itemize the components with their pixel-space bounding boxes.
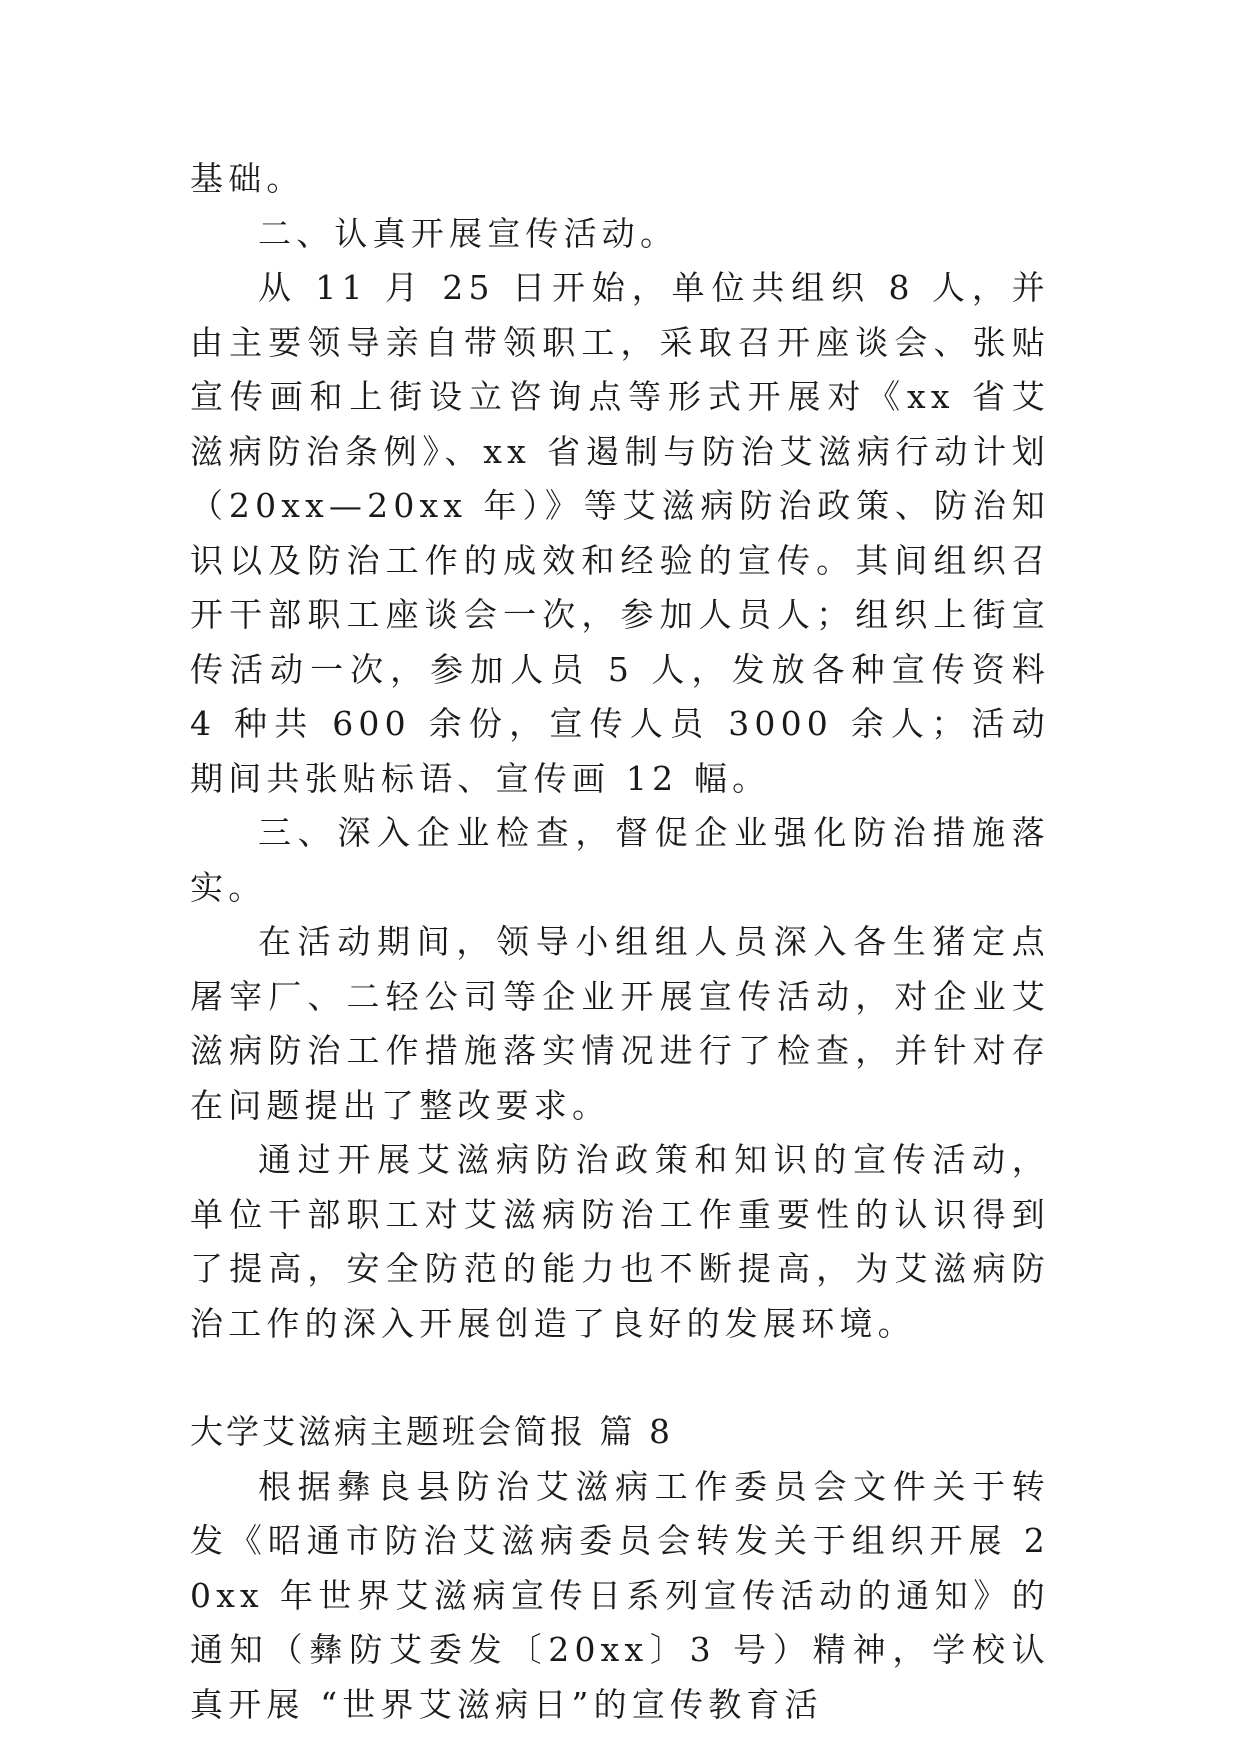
paragraph-publicity-activities: 从 11 月 25 日开始，单位共组织 8 人，并由主要领导亲自带领职工，采取召开座谈会、张贴宣传画和上街设立咨询点等形式开展对《xx 省艾滋病防治条例》、xx 省遏制与防治艾滋病行动计划（20xx—20xx 年）》等艾滋病防治政策、防治知识以及防治工作的成效和经验的宣传。其间组织召开干部职工座谈会一次，参加人员人；组织上街宣传活动一次，参加人员 5 人，发放各种宣传资料 4 种共 600 余份，宣传人员 3000 余人；活动期间共张贴标语、宣传画 12 幅。	[190, 268, 1050, 798]
article-heading: 大学艾滋病主题班会简报 篇 8	[190, 1412, 673, 1451]
paragraph-summary: 通过开展艾滋病防治政策和知识的宣传活动，单位干部职工对艾滋病防治工作重要性的认识得到了提高，安全防范的能力也不断提高，为艾滋病防治工作的深入开展创造了良好的发展环境。	[190, 1140, 1050, 1343]
document-body	[190, 152, 1050, 1732]
section-heading-2: 二、认真开展宣传活动。	[258, 213, 679, 253]
section-heading-3: 三、深入企业检查，督促企业强化防治措施落实。	[190, 813, 1050, 907]
paragraph-continuation: 基础。	[190, 159, 305, 198]
paragraph-enterprise-inspection: 在活动期间，领导小组组人员深入各生猪定点屠宰厂、二轻公司等企业开展宣传活动，对企业艾滋病防治工作措施落实情况进行了检查，并针对存在问题提出了整改要求。	[190, 922, 1050, 1125]
paragraph-article-8-intro: 根据彝良县防治艾滋病工作委员会文件关于转发《昭通市防治艾滋病委员会转发关于组织开展 20xx 年世界艾滋病宣传日系列宣传活动的通知》的通知（彝防艾委发〔20xx〕3 号）精神，学校认真开展 “世界艾滋病日”的宣传教育活	[190, 1466, 1050, 1724]
section-gap	[190, 1351, 1050, 1405]
